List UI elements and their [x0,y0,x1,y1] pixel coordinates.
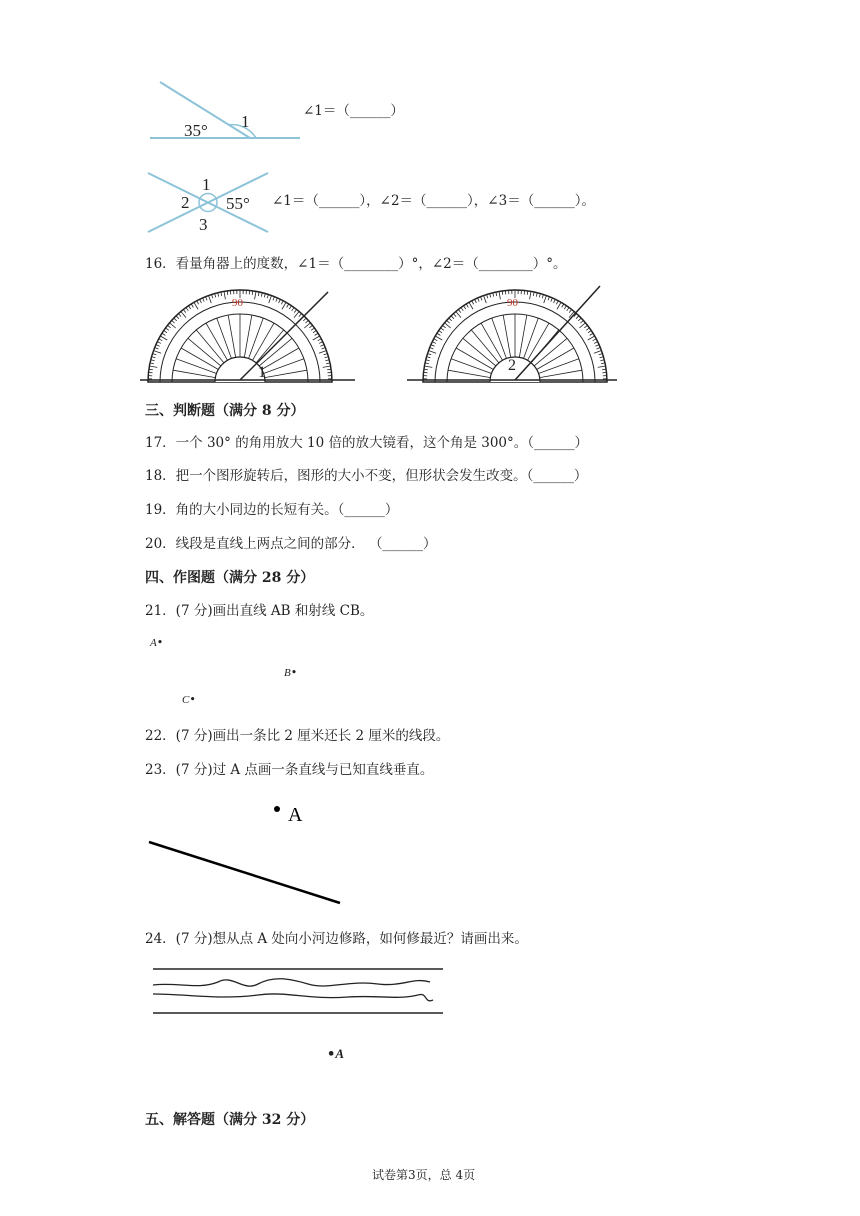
question-17: 17．一个 30° 的角用放大 10 倍的放大镜看，这个角是 300°。（______） [145,435,589,451]
point-a: A• [150,636,164,649]
angle-2-answer: ∠1＝（______），∠2＝（______），∠3＝（______）。 [272,193,595,209]
question-21: 21．(7 分)画出直线 AB 和射线 CB。 [145,603,374,619]
svg-text:90: 90 [232,297,243,309]
protractor-left-angle-label: 1 [258,364,266,381]
angle-figure-1 [140,76,305,146]
section-3-title: 三、判断题（满分 8 分） [145,403,305,419]
angle-35-label: 35° [184,121,208,140]
cross-label-2: 2 [181,193,190,212]
protractor-right [405,282,625,386]
protractor-right-angle-label: 2 [508,357,516,374]
angle-1-answer: ∠1＝（______） [303,103,404,119]
page-footer: 试卷第3页，总 4页 [372,1168,476,1182]
question-24: 24．(7 分)想从点 A 处向小河边修路，如何修最近？请画出来。 [145,931,528,947]
angle-figure-2 [143,170,273,236]
section-5-title: 五、解答题（满分 32 分） [145,1112,315,1128]
question-16: 16．看量角器上的度数，∠1＝（________）°，∠2＝（________）°。 [145,256,567,272]
question-18: 18．把一个图形旋转后，图形的大小不变，但形状会发生改变。（______） [145,468,588,484]
angle-1-label: 1 [241,112,250,131]
question-22: 22．(7 分)画出一条比 2 厘米还长 2 厘米的线段。 [145,728,450,744]
question-19: 19．角的大小同边的长短有关。（______） [145,502,399,518]
svg-text:90: 90 [507,297,518,309]
cross-label-3: 3 [199,215,208,234]
q23-figure [140,795,360,910]
protractor-left [140,282,360,386]
cross-label-1: 1 [202,175,211,194]
point-c: C• [182,693,196,706]
question-20: 20．线段是直线上两点之间的部分． （______） [145,536,437,552]
q23-point-label: A [288,804,303,826]
point-b: B• [284,666,298,679]
cross-label-55: 55° [226,194,250,213]
section-4-title: 四、作图题（满分 28 分） [145,570,315,586]
river-point-a: •A [327,1046,344,1062]
question-23: 23．(7 分)过 A 点画一条直线与已知直线垂直。 [145,762,434,778]
river-figure [148,962,448,1022]
